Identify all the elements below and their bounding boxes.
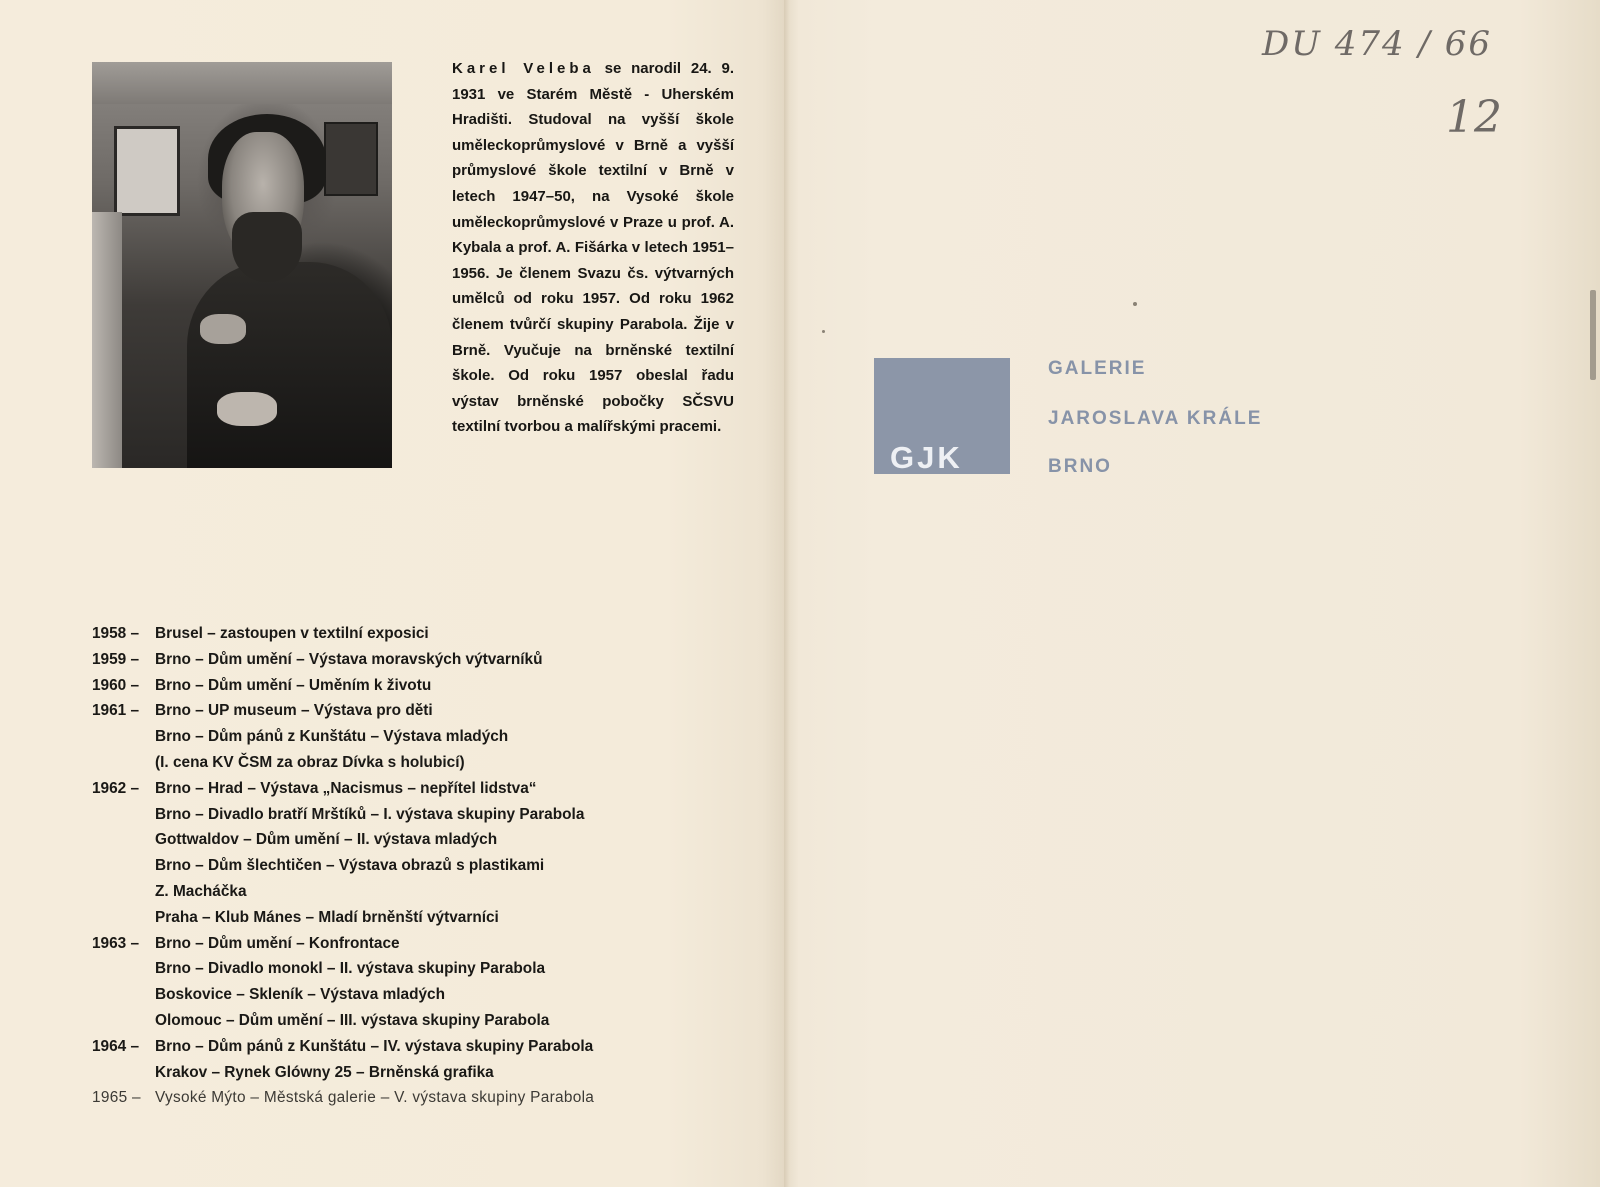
exhibition-row: [92, 750, 732, 776]
exhibition-year: 1960 –: [92, 676, 140, 694]
exhibition-year: [92, 750, 155, 776]
exhibition-year: [92, 1008, 155, 1034]
gallery-name-line2: JAROSLAVA KRÁLE: [1048, 408, 1263, 429]
exhibition-year: 1962 –: [92, 779, 140, 797]
exhibition-row: [92, 698, 732, 724]
exhibition-text: Gottwaldov – Dům umění – II. výstava mladých: [155, 831, 498, 849]
book-spine: [784, 0, 798, 1187]
exhibition-year: [92, 956, 155, 982]
exhibition-year: [92, 724, 155, 750]
exhibition-row: [92, 802, 732, 828]
exhibition-text: Brno – Dům pánů z Kunštátu – IV. výstava skupiny Parabola: [155, 1037, 594, 1055]
exhibition-year: [92, 853, 155, 879]
exhibition-row: [92, 879, 732, 905]
exhibition-year: [92, 982, 155, 1008]
exhibition-row: [92, 673, 732, 699]
exhibition-year: [92, 827, 155, 853]
exhibition-row: [92, 931, 732, 957]
exhibition-text: Brno – Divadlo bratří Mrštíků – I. výstava skupiny Parabola: [155, 805, 585, 823]
gjk-logo-text: GJK: [890, 442, 963, 474]
exhibition-text: Brno – Dům pánů z Kunštátu – Výstava mladých: [155, 728, 509, 746]
exhibition-text: Praha – Klub Mánes – Mladí brněnští výtvarníci: [155, 908, 499, 926]
exhibition-text: Z. Macháčka: [155, 882, 247, 900]
exhibition-row: [92, 1008, 732, 1034]
page-edge: [1590, 290, 1596, 380]
exhibition-row: [92, 647, 732, 673]
exhibition-year: 1965 –: [92, 1089, 141, 1107]
exhibition-year: 1961 –: [92, 702, 140, 720]
exhibition-text: (I. cena KV ČSM za obraz Dívka s holubicí): [155, 753, 465, 771]
exhibition-text: Brno – Hrad – Výstava „Nacismus – nepřítel lidstva“: [155, 779, 537, 797]
gallery-name-line1: GALERIE: [1048, 358, 1147, 379]
exhibition-year: 1964 –: [92, 1037, 140, 1055]
exhibition-year: 1958 –: [92, 625, 140, 642]
exhibition-row: [92, 827, 732, 853]
exhibition-year: [92, 905, 155, 931]
exhibition-text: Brusel – zastoupen v textilní exposici: [155, 625, 429, 642]
exhibition-row: [92, 905, 732, 931]
handwritten-number: 12: [1446, 92, 1502, 143]
exhibition-row: [92, 621, 732, 647]
exhibition-text: Brno – UP museum – Výstava pro děti: [155, 702, 433, 720]
exhibition-row: [92, 982, 732, 1008]
exhibition-year: [92, 879, 155, 905]
exhibition-text: Krakov – Rynek Glówny 25 – Brněnská grafika: [155, 1063, 494, 1081]
exhibition-text: Brno – Dům umění – Uměním k životu: [155, 676, 432, 694]
exhibition-year: 1963 –: [92, 934, 140, 952]
exhibition-text: Brno – Dům šlechtičen – Výstava obrazů s plastikami: [155, 857, 545, 875]
handwritten-reference: DU 474 / 66: [1262, 24, 1492, 64]
exhibition-year: [92, 1060, 155, 1086]
exhibition-row: [92, 1085, 732, 1111]
exhibition-text: Brno – Dům umění – Výstava moravských výtvarníků: [155, 650, 543, 668]
exhibition-row: [92, 1060, 732, 1086]
right-page: [798, 0, 1600, 1187]
exhibition-text: Boskovice – Skleník – Výstava mladých: [155, 986, 446, 1004]
artist-portrait-photo: [92, 62, 392, 468]
exhibition-text: Olomouc – Dům umění – III. výstava skupiny Parabola: [155, 1011, 550, 1029]
exhibition-row: [92, 724, 732, 750]
exhibition-row: [92, 853, 732, 879]
exhibition-list: [92, 621, 732, 1111]
exhibition-text: Brno – Divadlo monokl – II. výstava skupiny Parabola: [155, 960, 546, 978]
exhibition-text: Brno – Dům umění – Konfrontace: [155, 934, 400, 952]
exhibition-row: [92, 776, 732, 802]
paper-speck: [822, 330, 825, 333]
exhibition-row: [92, 956, 732, 982]
exhibition-row: [92, 1034, 732, 1060]
biography-text: se narodil 24. 9. 1931 ve Starém Městě - Uherském Hradišti. Studoval na vyšší škole uměleckoprůmyslové v Brně a vyšší průmyslové škole textilní v Brně v letech 1947–50, na Vysoké škole uměleckoprůmyslové v Praze u prof. A. Kybala a prof. A. Fišárka v letech 1951–1956. Je členem Svazu čs. výtvarných umělců od roku 1957. Od roku 1962 členem tvůrčí skupiny Parabola. Žije v Brně. Vyučuje na brněnské textilní škole. Od roku 1957 obeslal řadu výstav brněnské pobočky SČSVU textilní tvorbou a malířskými pracemi.: [452, 60, 734, 436]
artist-biography: [452, 56, 734, 440]
paper-speck: [1133, 302, 1137, 306]
gallery-city: BRNO: [1048, 456, 1112, 477]
artist-name: Karel Veleba: [452, 60, 595, 77]
exhibition-text: Vysoké Mýto – Městská galerie – V. výstava skupiny Parabola: [155, 1089, 595, 1107]
exhibition-year: [92, 802, 155, 828]
exhibition-year: 1959 –: [92, 650, 140, 668]
